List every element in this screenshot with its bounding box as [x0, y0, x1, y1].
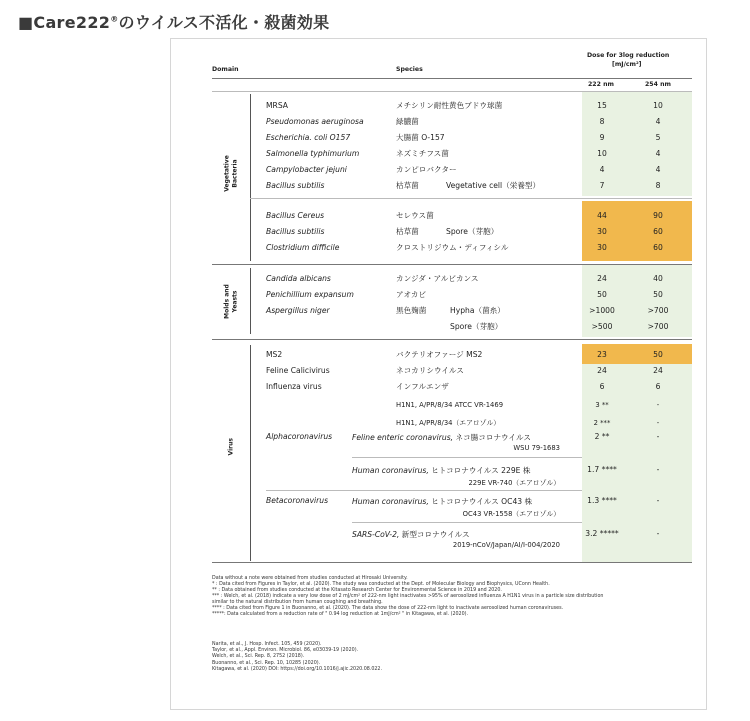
footnotes: Data without a note were obtained from studies conducted at Hirosaki University. * : Data cited from Figures in Taylor, et al. (2020). The study was conducted at the Dept. of Molecular Biology and Biophysics, UConn Health. ** : Data obtained from studies conducted at the Kitasato Research Center for Environmental Science in 2019 and 2020. *** : Welch, et al. (2018) indicate a very low dose of 2 mJ/cm² of 222-nm light inactivates >95% of aerosolized influenza A H1N1 virus in a particle size distribution similar to the natural distribution from human coughing and breathing. **** : Data cited from Figure 1 in Buonanno, et al. (2020). The data show the dose of 222-nm light to inactivate aerosolized human coronaviruses. *****: Data calculated from a reduction rate of " 0.94 log reduction at 1mJ/cm² " in Kitagawa, et al. (2020). — [212, 576, 604, 617]
fecv-name: Feline enteric coronavirus, ネコ腸コロナウイルス — [352, 433, 531, 442]
hcov229-name: Human coronavirus, ヒトコロナウイルス 229E 株 — [352, 466, 531, 475]
row-divider — [250, 198, 692, 199]
table-row: Feline Calicivirus ネコカリシウイルス 24 24 — [266, 366, 663, 375]
hcovoc-254: - — [656, 496, 660, 505]
sars-222: 3.2 ***** — [585, 529, 619, 538]
header-domain: Domain — [212, 66, 239, 73]
row-divider — [352, 522, 582, 523]
table-row: H1N1, A/PR/8/34（エアロゾル） 2 *** - — [396, 419, 660, 427]
efficacy-table — [212, 48, 692, 576]
table-row: H1N1, A/PR/8/34 ATCC VR-1469 3 ** - — [396, 401, 660, 409]
table-row: Spore（芽胞） >500 >700 — [450, 322, 669, 331]
hcovoc-222: 1.3 **** — [587, 496, 617, 505]
section-rule — [212, 339, 692, 340]
table-row: Bacillus subtilis 枯草菌 Vegetative cell（栄養型） 7 8 — [266, 181, 661, 190]
hcov229-254: - — [656, 465, 660, 474]
header-254nm: 254 nm — [645, 81, 671, 88]
sars-254: - — [656, 529, 660, 538]
table-row: Escherichia. coli O157 大腸菌 O-157 9 5 — [266, 133, 661, 142]
table-row: MS2 バクテリオファージ MS2 23 50 — [266, 350, 663, 359]
domain-label-bacteria: Vegetative Bacteria — [223, 155, 238, 192]
header-dose: Dose for 3log reduction — [587, 52, 670, 59]
row-divider — [352, 457, 582, 458]
table-row: Salmonella typhimurium ネズミチフス菌 10 4 — [266, 149, 661, 158]
header-222nm: 222 nm — [588, 81, 614, 88]
header-dose-unit: [mJ/cm²] — [612, 61, 642, 68]
section-rule — [212, 264, 692, 265]
header-species: Species — [396, 66, 423, 73]
sars-name: SARS-CoV-2, 新型コロナウイルス — [352, 530, 470, 539]
betacoronavirus-label: Betacoronavirus — [266, 496, 329, 505]
table-row: Campylobacter jejuni カンピロバクター 4 4 — [266, 165, 661, 174]
sars-strain: 2019-nCoV/Japan/AI/I-004/2020 — [452, 541, 560, 549]
page-title: ■Care222®のウイルス不活化・殺菌効果 — [18, 13, 330, 32]
header-rule — [212, 78, 692, 79]
alphacoronavirus-label: Alphacoronavirus — [266, 432, 333, 441]
fecv-254: - — [656, 432, 660, 441]
hcov229-222: 1.7 **** — [587, 465, 617, 474]
table-row: Candida albicans カンジダ・アルビカンス 24 40 — [266, 274, 663, 283]
fecv-222: 2 ** — [594, 432, 610, 441]
table-row: MRSA メチシリン耐性黄色ブドウ球菌 15 10 — [266, 101, 663, 110]
row-divider — [266, 490, 582, 491]
table-row: Aspergillus niger 黒色麹菌 Hypha（菌糸） >1000 >700 — [266, 306, 669, 315]
table-row: Bacillus Cereus セレウス菌 44 90 — [266, 211, 663, 220]
fecv-strain: WSU 79-1683 — [513, 444, 560, 452]
table-bottom-rule — [212, 562, 692, 563]
hcov229-strain: 229E VR-740（エアロゾル） — [468, 479, 560, 487]
hcovoc-name: Human coronavirus, ヒトコロナウイルス OC43 株 — [352, 497, 533, 506]
references: Narita, et al., J. Hosp. Infect. 105, 459 (2020). Taylor, et al., Appl. Environ. Microbiol. 86, e03039-19 (2020). Welch, et al., Sci. Rep. 8, 2752 (2018). Buonanno, et al., Sci. Rep. 10, 10285 (2020). Kitagawa, et al. (2020) DOI: https://doi.org/10.1016/j.ajic.2020.08.022. — [212, 642, 383, 672]
table-row: Penichillium expansum アオカビ 50 50 — [266, 290, 663, 299]
table-row: Bacillus subtilis 枯草菌 Spore（芽胞） 30 60 — [266, 227, 663, 236]
domain-label-virus: Virus — [227, 438, 235, 456]
domain-label-molds: Molds and Yeasts — [223, 284, 238, 319]
hcovoc-strain: OC43 VR-1558（エアロゾル） — [462, 510, 560, 518]
table-row: Pseudomonas aeruginosa 緑膿菌 8 4 — [266, 117, 661, 126]
table-row: Clostridium difficile クロストリジウム・ディフィシル 30 60 — [266, 243, 663, 252]
table-row: Influenza virus インフルエンザ 6 6 — [266, 382, 661, 391]
